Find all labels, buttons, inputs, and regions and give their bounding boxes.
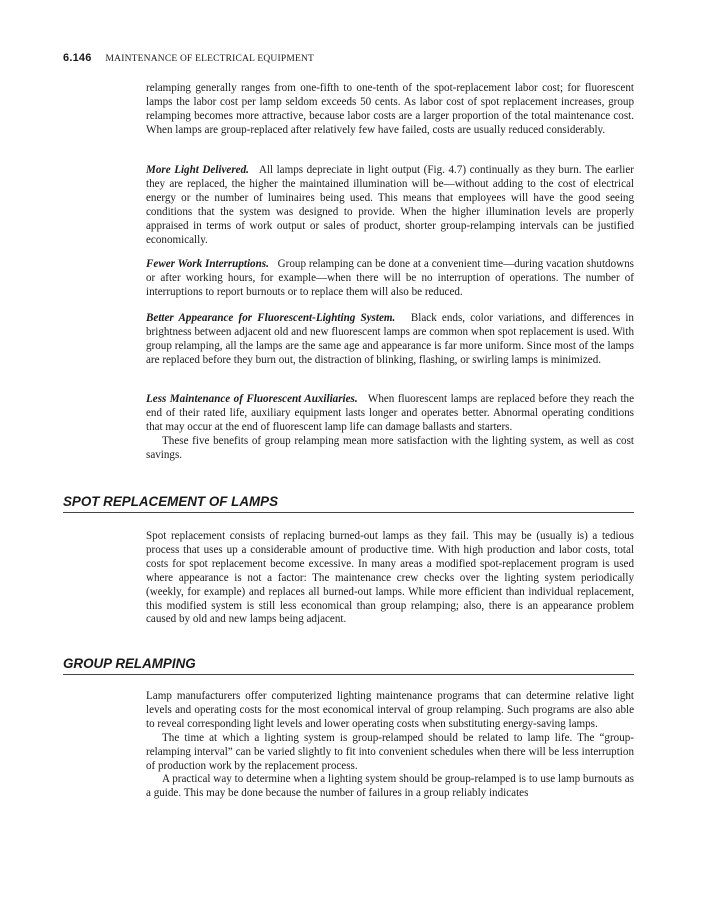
page-number: 6.146	[63, 52, 92, 64]
group-relamping-paragraph: Lamp manufacturers offer computerized lighting maintenance programs that can determine relative light levels and operating costs for the most economical interval of group relamping. Such programs are also able to reveal corresponding light levels and lower operating costs when substituting energy-saving lamps.	[146, 690, 634, 730]
spot-replacement-paragraph: Spot replacement consists of replacing burned-out lamps as they fail. This may be (usually is) a tedious process that uses up a considerable amount of productive time. With high production and labor costs, total costs for spot replacement become excessive. In many areas a modified spot-replacement program is used where appearance is not a factor: The maintenance crew checks over the lighting system periodically (weekly, for example) and replaces all burned-out lamps. While more efficient than individual replacement, this modified system is still less economical than group relamping; also, there is an appearance problem caused by old and new lamps being adjacent.	[146, 530, 634, 626]
benefit-text: Group relamping can be done at a convenient time—during vacation shutdowns or after working hours, for example—when there will be no interruption of operations. The number of interruptions to report burnouts or to replace them will also be reduced.	[146, 258, 635, 298]
benefit-paragraph	[146, 164, 634, 247]
benefit-paragraph	[146, 258, 634, 300]
benefit-text: Black ends, color variations, and differences in brightness between adjacent old and new fluorescent lamps are common when spot replacement is used. With group relamping, all the lamps are the same age and appearance is far more uniform. Since most of the lamps are replaced before they burn out, the distraction of blinking, flashing, or swirling lamps is minimized.	[146, 312, 634, 366]
benefits-summary: These five benefits of group relamping mean more satisfaction with the lighting system, as well as cost savings.	[146, 434, 634, 461]
benefit-heading: More Light Delivered.	[146, 164, 249, 176]
benefit-paragraph	[146, 393, 634, 435]
intro-paragraph-block	[146, 82, 634, 138]
benefit-heading: Fewer Work Interruptions.	[146, 258, 269, 270]
group-relamping-body	[146, 690, 634, 801]
benefit-text: All lamps depreciate in light output (Fig. 4.7) continually as they burn. The earlier they are replaced, the higher the maintained illumination will be—without adding to the cost of electrical energy or the number of luminaires being used. This means that employees will have the good seeing conditions that the system was designed to provide. When the higher illumination levels are properly appraised in terms of work output or sales of product, shorter group-relamping intervals can be justified economically.	[146, 164, 634, 246]
benefit-heading: Better Appearance for Fluorescent-Lighting System.	[146, 312, 396, 324]
benefit-more-light	[146, 164, 634, 247]
benefit-paragraph	[146, 312, 634, 368]
benefit-better-appearance	[146, 312, 634, 368]
benefit-text: When fluorescent lamps are replaced before they reach the end of their rated life, auxiliary equipment lasts longer and operates better. Abnormal operating conditions that may occur at the end of fluorescent lamp life can damage ballasts and starters.	[146, 393, 635, 433]
running-header	[63, 52, 314, 64]
intro-paragraph: relamping generally ranges from one-fifth to one-tenth of the spot-replacement labor cost; for fluorescent lamps the labor cost per lamp seldom exceeds 50 cents. As labor cost of spot replacement increases, group relamping becomes more attractive, because labor costs are a larger proportion of the total maintenance cost. When lamps are group-replaced after relatively few have failed, costs are usually reduced considerably.	[146, 82, 634, 136]
benefit-less-maintenance	[146, 393, 634, 463]
running-title: MAINTENANCE OF ELECTRICAL EQUIPMENT	[105, 54, 315, 64]
group-relamping-paragraph: The time at which a lighting system is group-relamped should be related to lamp life. The “group-relamping interval” can be varied slightly to fit into convenient schedules when there will be less interruption of production work by the replacement process.	[146, 731, 634, 772]
section-title-group-relamping: GROUP RELAMPING	[63, 656, 634, 675]
benefit-heading: Less Maintenance of Fluorescent Auxiliaries.	[146, 393, 358, 405]
group-relamping-paragraph: A practical way to determine when a lighting system should be group-relamped is to use lamp burnouts as a guide. This may be done because the number of failures in a group reliably indicates	[146, 773, 634, 800]
benefit-fewer-interruptions	[146, 258, 634, 300]
spot-replacement-body	[146, 530, 634, 627]
section-title-spot-replacement: SPOT REPLACEMENT OF LAMPS	[63, 494, 634, 513]
